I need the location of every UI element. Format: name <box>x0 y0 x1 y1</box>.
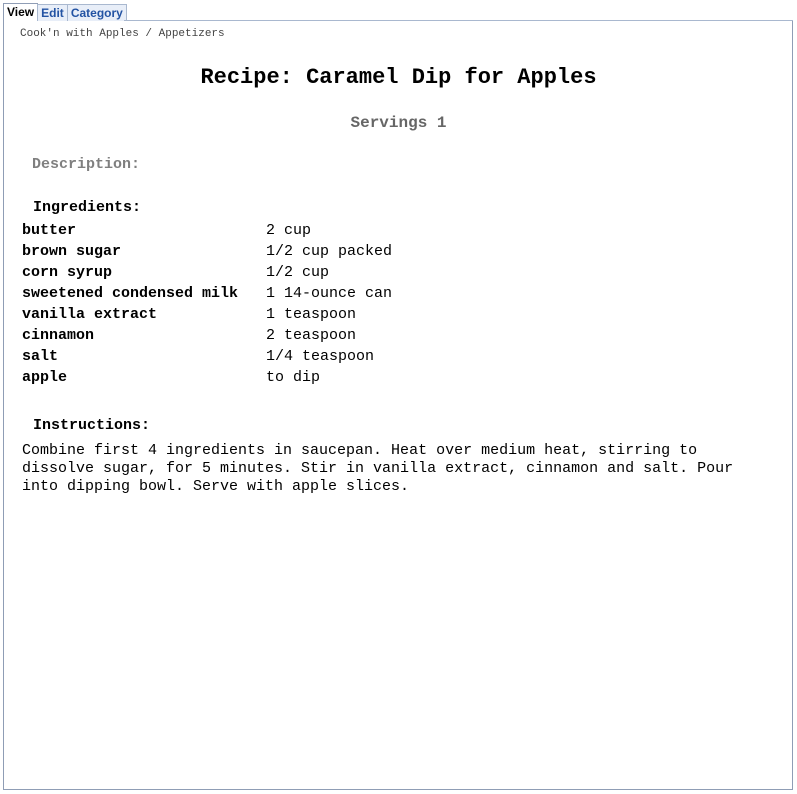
ingredients-label: Ingredients: <box>33 199 142 216</box>
content-frame <box>3 21 793 790</box>
ingredient-quantity: 1 14-ounce can <box>266 285 393 302</box>
ingredient-quantity: to dip <box>266 369 321 386</box>
ingredient-name: salt <box>22 348 59 365</box>
breadcrumb: Cook'n with Apples / Appetizers <box>20 28 225 40</box>
description-label: Description: <box>32 156 141 173</box>
instructions-text: Combine first 4 ingredients in saucepan. Heat over medium heat, stirring to dissolve sugar, for 5 minutes. Stir in vanilla extract, cinnamon and salt. Pour into dipping bowl. Serve with apple slices. <box>22 442 734 495</box>
tab-bar <box>3 4 126 21</box>
ingredient-name: vanilla extract <box>22 306 158 323</box>
ingredient-quantity: 1 teaspoon <box>266 306 357 323</box>
ingredient-name: sweetened condensed milk <box>22 285 239 302</box>
ingredient-name: apple <box>22 369 68 386</box>
ingredient-quantity: 1/4 teaspoon <box>266 348 375 365</box>
instructions-label: Instructions: <box>33 417 151 434</box>
ingredient-name: cinnamon <box>22 327 95 344</box>
tab-category[interactable]: Category <box>67 4 127 21</box>
tab-view[interactable]: View <box>3 3 38 21</box>
ingredient-name: corn syrup <box>22 264 113 281</box>
ingredient-quantity: 2 cup <box>266 222 312 239</box>
ingredient-quantity: 2 teaspoon <box>266 327 357 344</box>
ingredient-name: brown sugar <box>22 243 122 260</box>
ingredient-quantity: 1/2 cup <box>266 264 330 281</box>
servings: Servings 1 <box>350 114 447 132</box>
recipe-title: Recipe: Caramel Dip for Apples <box>200 65 597 90</box>
ingredient-name: butter <box>22 222 77 239</box>
ingredient-quantity: 1/2 cup packed <box>266 243 393 260</box>
tab-edit[interactable]: Edit <box>37 4 68 21</box>
